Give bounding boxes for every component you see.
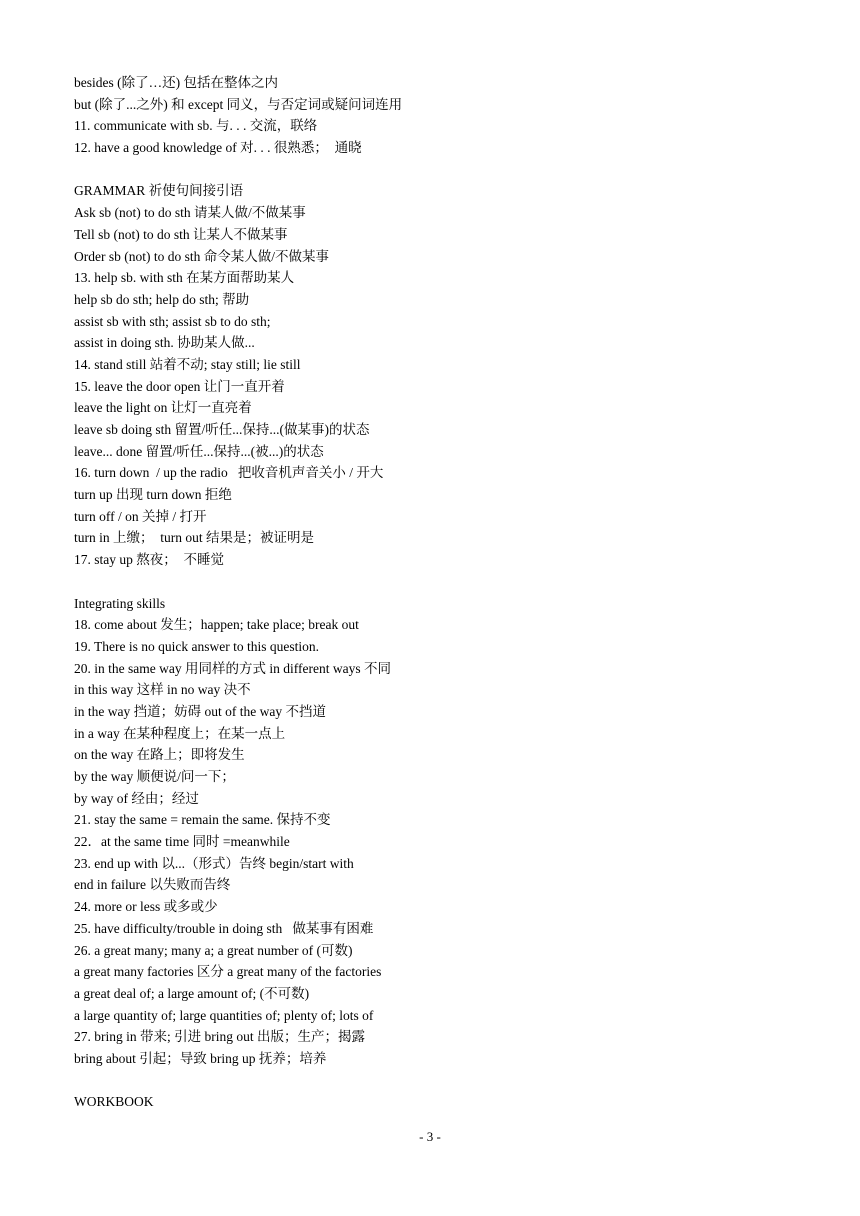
- text-line: in this way 这样 in no way 决不: [74, 682, 251, 698]
- text-line: 11. communicate with sb. 与. . . 交流，联络: [74, 118, 318, 134]
- text-line: end in failure 以失败而告终: [74, 877, 231, 893]
- text-line: a great many factories 区分 a great many of the factories: [74, 964, 382, 980]
- text-line: 17. stay up 熬夜； 不睡觉: [74, 552, 224, 568]
- blank-line: [74, 1070, 814, 1092]
- text-line: 19. There is no quick answer to this question.: [74, 638, 319, 654]
- text-line: 25. have difficulty/trouble in doing sth 做某事有困难: [74, 920, 374, 936]
- text-line: Tell sb (not) to do sth 让某人不做某事: [74, 226, 288, 242]
- text-line: on the way 在路上；即将发生: [74, 747, 245, 763]
- text-line: 24. more or less 或多或少: [74, 899, 218, 915]
- text-line: leave... done 留置/听任...保持...(被...)的状态: [74, 443, 324, 459]
- text-line: 12. have a good knowledge of 对. . . 很熟悉； 通晓: [74, 140, 362, 156]
- text-line: but (除了...之外) 和 except 同义，与否定词或疑问词连用: [74, 96, 403, 112]
- blank-line: [74, 159, 814, 181]
- text-line: by the way 顺便说/问一下；: [74, 769, 235, 784]
- text-line: Integrating skills: [74, 595, 166, 611]
- text-line: besides (除了…还) 包括在整体之内: [74, 75, 278, 90]
- text-line: 14. stand still 站着不动; stay still; lie still: [74, 356, 301, 372]
- text-line: Ask sb (not) to do sth 请某人做/不做某事: [74, 205, 306, 221]
- text-line: in the way 挡道；妨碍 out of the way 不挡道: [74, 703, 326, 719]
- text-line: 26. a great many; many a; a great number of (可数): [74, 942, 353, 958]
- text-line: assist in doing sth. 协助某人做...: [74, 335, 255, 351]
- text-line: 18. come about 发生；happen; take place; break out: [74, 617, 359, 633]
- text-line: a great deal of; a large amount of; (不可数): [74, 985, 310, 1001]
- text-line: leave the light on 让灯一直亮着: [74, 400, 252, 416]
- text-line: WORKBOOK: [74, 1094, 154, 1110]
- text-line: leave sb doing sth 留置/听任...保持...(做某事)的状态: [74, 422, 370, 437]
- text-line: a large quantity of; large quantities of; plenty of; lots of: [74, 1007, 374, 1023]
- text-line: 27. bring in 带来; 引进 bring out 出版；生产；揭露: [74, 1029, 365, 1045]
- text-line: 15. leave the door open 让门一直开着: [74, 378, 285, 394]
- text-line: help sb do sth; help do sth; 帮助: [74, 291, 250, 307]
- text-line: Order sb (not) to do sth 命令某人做/不做某事: [74, 248, 329, 264]
- text-line: turn up 出现 turn down 拒绝: [74, 487, 232, 503]
- blank-line: [74, 571, 814, 593]
- text-line: turn in 上缴； turn out 结果是；被证明是: [74, 530, 314, 546]
- text-line: bring about 引起；导致 bring up 抚养；培养: [74, 1050, 327, 1066]
- text-line: 16. turn down / up the radio 把收音机声音关小 / 开大: [74, 465, 384, 481]
- text-line: 21. stay the same = remain the same. 保持不变: [74, 812, 331, 828]
- text-line: GRAMMAR 祈使句间接引语: [74, 183, 244, 199]
- text-line: by way of 经由；经过: [74, 790, 199, 806]
- text-line: 20. in the same way 用同样的方式 in different ways 不同: [74, 660, 391, 676]
- text-line: in a way 在某种程度上；在某一点上: [74, 725, 286, 741]
- document-body: [74, 72, 814, 1113]
- text-line: 23. end up with 以...（形式）告终 begin/start with: [74, 855, 354, 871]
- text-line: 22．at the same time 同时 =meanwhile: [74, 834, 290, 850]
- page-number: - 3 -: [419, 1129, 441, 1144]
- text-line: 13. help sb. with sth 在某方面帮助某人: [74, 270, 295, 286]
- text-line: turn off / on 关掉 / 打开: [74, 508, 207, 524]
- text-line: assist sb with sth; assist sb to do sth;: [74, 313, 271, 329]
